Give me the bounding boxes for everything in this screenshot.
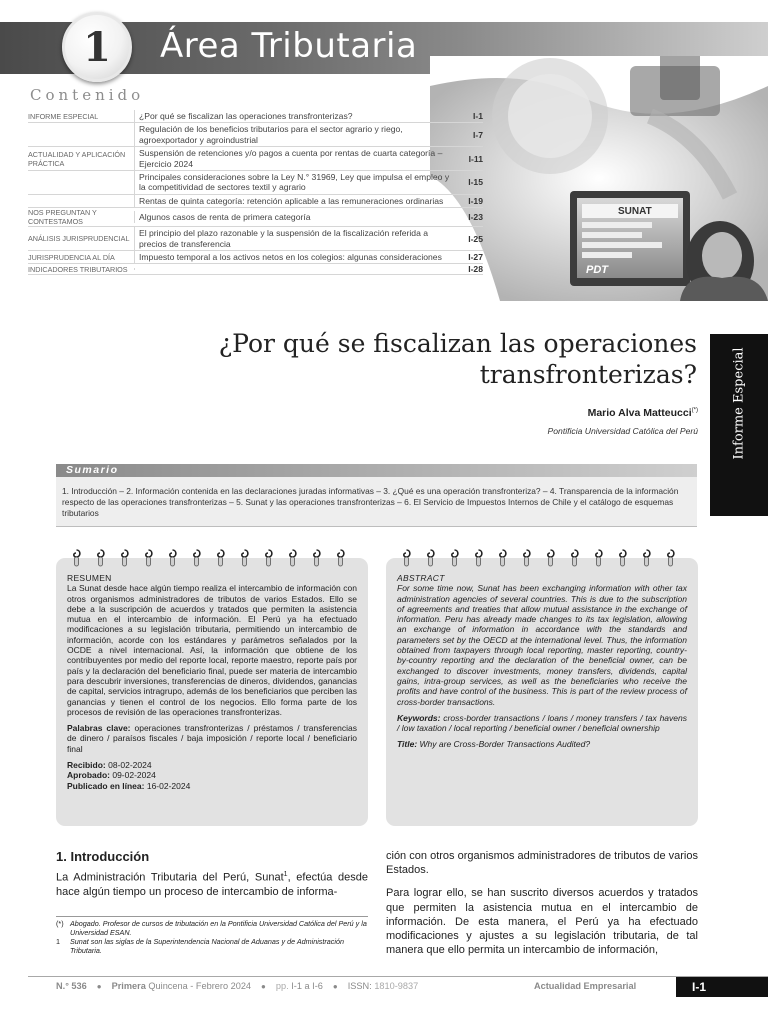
binder-ring-icon [496,548,509,568]
intro-heading: 1. Introducción [56,849,150,864]
binder-ring-icon [424,548,437,568]
toc-title[interactable]: Rentas de quinta categoría: retención aplicable a las remuneraciones ordinarias [134,195,457,207]
toc-row [28,264,483,275]
binder-ring-icon [262,548,275,568]
article-title-line2: transfronterizas? [479,360,697,389]
abstract-title: Title: Why are Cross-Border Transactions Audited? [397,739,591,750]
binder-ring-icon [286,548,299,568]
side-tab-label: Informe Especial [731,347,747,460]
binder-ring-icon [94,548,107,568]
article-title-line1: ¿Por qué se fiscalizan las operaciones [218,329,697,358]
binder-ring-icon [448,548,461,568]
binder-ring-icon [592,548,605,568]
toc-page[interactable]: I-1 [472,111,483,122]
contents-label: Contenido [30,86,145,104]
table-of-contents [28,110,483,275]
footnotes [56,920,368,957]
toc-title[interactable]: Suspensión de retenciones y/o pagos a cuenta por rentas de cuarta categoría – Ejercicio 2024 [134,147,457,170]
toc-title[interactable]: Impuesto temporal a los activos netos en los colegios: algunas consideraciones [134,251,457,263]
toc-section: INFORME ESPECIAL [28,111,99,121]
body-paragraph: Para lograr ello, se han suscrito diversos acuerdos y tratados que permiten la asistencia mutua en el intercambio de información. De esta manera, el Perú ya ha efectuado modificaciones y ajustes a su legislación tributaria, de tal manera que ello permita un intercambio de información, [386,887,698,957]
footnote-mark: (*) [56,919,64,928]
author [400,407,698,419]
toc-section: ACTUALIDAD Y APLICACIÓN PRÁCTICA [28,149,126,168]
toc-title[interactable] [134,268,457,270]
pages: pp. I-1 a I-6 [275,981,323,991]
section-title: Área Tributaria [160,26,418,66]
body-paragraph: ción con otros organismos administradores de tributos de varios Estados. [386,850,698,877]
toc-row [28,208,483,227]
resumen-card [56,558,368,826]
toc-section: JURISPRUDENCIA AL DÍA [28,252,115,262]
resumen-keywords: Palabras clave: operaciones transfronterizas / préstamos / transferencias de dinero / paraísos fiscales / baja imposición / reporte local / beneficiario final [67,723,357,754]
resumen-text: La Sunat desde hace algún tiempo realiza el intercambio de información con otros organismos administradores de tributos de varios Estados. Ello se debe a la suscripción de acuerdos y tratados que permiten la asistencia mutua en el intercambio de información. El Perú ya ha efectuado modificaciones a su legislación tributaria, permitiendo un intercambio de información, acorde con los estándares y parámetros señalados por la OCDE a nivel internacional. Así, la información que obtiene de los contribuyentes por medio del reporte local, reporte maestro, reporte país por país y la declaración del beneficiario final, puede ser materia de intercambio para descubrir inversiones, transferencias de dineros, dividendos, ganancias de capital, servicios intragrupo, además de los beneficiarios que perciben las ganancias y tienen el control de los negocios. Ello forma parte de los procesos de revisión de las operaciones transfronterizas. [67,583,357,717]
affiliation: Pontificia Universidad Católica del Perú [547,426,698,436]
binder-ring-icon [472,548,485,568]
author-name: Mario Alva Matteucci [587,407,692,419]
footer-rule [28,976,768,977]
toc-section: NOS PREGUNTAN Y CONTESTAMOS [28,208,97,227]
bullet-icon: ● [96,981,102,991]
page-number: I-1 [676,977,768,997]
toc-row [28,123,483,147]
binder-ring-icon [616,548,629,568]
binder-ring-icon [190,548,203,568]
summary-text: 1. Introducción – 2. Información contenida en las declaraciones juradas informativas – 3. ¿Qué es una operación transfronteriza? – 4. Transparencia de la información respecto de las operaciones transfronterizas – 5. Sunat y las operaciones transfronterizas – 6. El Servicio de Impuestos Internos de Chile y el catálogo de esquemas tributarios [56,477,697,527]
abstract-card [386,558,698,826]
toc-row [28,227,483,251]
summary-header [56,464,697,477]
footnote [56,938,368,955]
binder-rings [70,548,347,568]
footnote-text: Sunat son las siglas de la Superintendencia Nacional de Aduanas y de Administración Tributaria. [70,937,344,956]
footnote-mark: 1 [56,937,60,947]
summary-label: Sumario [66,464,119,476]
binder-ring-icon [238,548,251,568]
resumen-heading: RESUMEN [67,573,112,583]
binder-ring-icon [568,548,581,568]
sunat-screen-label: SUNAT [618,206,652,217]
toc-page[interactable]: I-28 [468,264,483,275]
footnote-text: Abogado. Profesor de cursos de tributación en la Pontificia Universidad Católica del Perú y la Universidad ESAN. [70,919,367,937]
publication-name: Actualidad Empresarial [534,981,637,991]
toc-title[interactable]: El principio del plazo razonable y la suspensión de la fiscalización referida a precios de transferencia [134,227,457,250]
binder-ring-icon [400,548,413,568]
footnote-ref: 1 [283,871,288,878]
abstract-keywords: Keywords: cross-border transactions / loans / money transfers / tax havens / low taxation / local reporting / beneficial owner / beneficial ownership [397,712,687,734]
author-mark: (*) [691,407,698,414]
body-column-1: La Administración Tributaria del Perú, Sunat$^1$, efectúa desde hace algún tiempo un proceso de intercambio de informa- [56,871,368,898]
binder-ring-icon [334,548,347,568]
footnote [56,920,368,937]
toc-page[interactable]: I-11 [468,153,483,164]
toc-page[interactable]: I-19 [468,196,483,207]
binder-ring-icon [70,548,83,568]
binder-ring-icon [118,548,131,568]
toc-section: INDICADORES TRIBUTARIOS [28,264,128,274]
binder-ring-icon [166,548,179,568]
toc-title[interactable]: Algunos casos de renta de primera categoría [134,211,457,223]
binder-ring-icon [214,548,227,568]
pdt-label: PDT [586,264,608,276]
binder-ring-icon [520,548,533,568]
toc-title[interactable]: Regulación de los beneficios tributarios para el sector agrario y riego, agroexportador y agroindustrial [134,123,457,146]
body-column-2 [386,849,698,966]
toc-row [28,195,483,208]
toc-row [28,147,483,171]
toc-page[interactable]: I-27 [468,252,483,263]
issn: ISSN: 1810-9837 [347,981,419,991]
bullet-icon: ● [261,981,266,991]
binder-rings [400,548,677,568]
issue-number: N.° 536 [56,981,87,991]
chapter-number: 1 [83,23,111,71]
binder-ring-icon [142,548,155,568]
binder-ring-icon [310,548,323,568]
toc-title[interactable]: Principales consideraciones sobre la Ley N.° 31969, Ley que impulsa el empleo y la competitividad de sectores textil y agrario [134,171,457,194]
binder-ring-icon [664,548,677,568]
abstract-heading: ABSTRACT [397,573,445,583]
binder-ring-icon [640,548,653,568]
binder-ring-icon [544,548,557,568]
article-title [140,328,697,390]
resumen-dates: Recibido: 08-02-2024 Aprobado: 09-02-2024 Publicado en línea: 16-02-2024 [67,760,191,791]
toc-row [28,171,483,195]
toc-row [28,251,483,264]
toc-page[interactable]: I-23 [468,212,483,223]
toc-page[interactable]: I-25 [468,233,483,244]
toc-page[interactable]: I-15 [468,177,483,188]
fortnight: Primera Quincena - Febrero 2024 [111,981,252,991]
chapter-number-badge [62,12,132,82]
toc-section: ANÁLISIS JURISPRUDENCIAL [28,234,130,244]
abstract-text: For some time now, Sunat has been exchanging information with other tax administration agencies of several countries. This is due to the subscription of agreements and treaties that allow mutual assistance in the exchange of information. Peru has already made changes to its tax legislation, allowing an exchange of information in accordance with the standards and parameters set by the OECD at the international level. Thus, the information obtained from taxpayers through local reporting, master reporting, country-by-country reporting and the declaration of the beneficial owner, can be exchanged to discover investments, money transfers, dividends, capital gains, intra-group services, as well as the beneficiaries who receive the profits and have control of the business. This is part of the review process of cross-border transactions. [397,583,687,707]
footnote-divider [56,916,368,917]
bullet-icon: ● [332,981,338,991]
toc-title[interactable]: ¿Por qué se fiscalizan las operaciones transfronterizas? [134,110,457,122]
toc-page[interactable]: I-7 [472,129,483,140]
footer-info [56,981,418,991]
toc-row [28,110,483,123]
